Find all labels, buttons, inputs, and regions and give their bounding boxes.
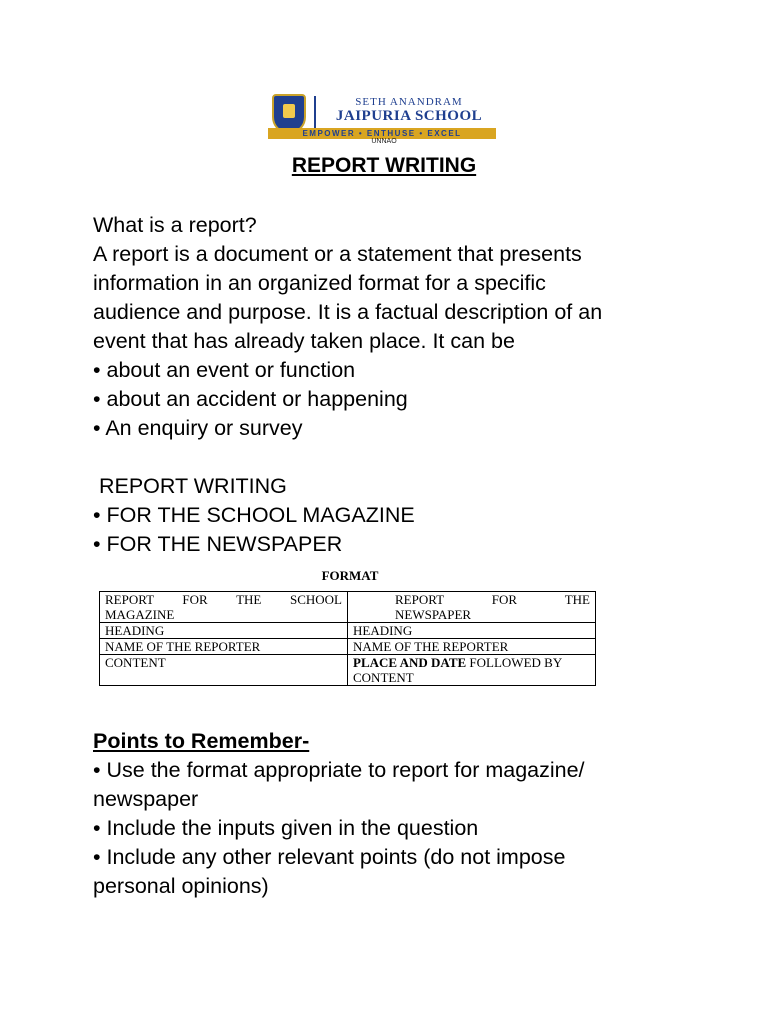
- types-heading: REPORT WRITING: [93, 474, 287, 498]
- table-row: [100, 592, 596, 623]
- school-motto: EMPOWER • ENTHUSE • EXCEL: [268, 128, 496, 139]
- points-line: newspaper: [93, 787, 199, 811]
- intro-line: audience and purpose. It is a factual description of an: [93, 300, 603, 324]
- intro-bullet: • about an accident or happening: [93, 387, 408, 411]
- magazine-header-line2: MAGAZINE: [105, 607, 175, 622]
- points-line: • Use the format appropriate to report for magazine/: [93, 758, 585, 782]
- school-name-line1: SETH ANANDRAM: [355, 96, 463, 108]
- school-name-line2: JAIPURIA SCHOOL: [335, 108, 483, 124]
- table-row: [100, 655, 596, 686]
- table-cell: [348, 655, 596, 686]
- page-title: REPORT WRITING: [291, 154, 477, 177]
- newspaper-header-line1: REPORT FOR THE: [395, 592, 590, 607]
- points-line: personal opinions): [93, 874, 269, 898]
- table-cell: HEADING: [100, 623, 348, 639]
- table-row: [100, 639, 596, 655]
- magazine-header-line1: REPORT FOR THE SCHOOL: [105, 592, 342, 607]
- table-cell: NAME OF THE REPORTER: [100, 639, 348, 655]
- points-line: • Include any other relevant points (do not impose: [93, 845, 566, 869]
- intro-line: A report is a document or a statement that presents: [93, 242, 582, 266]
- table-cell: HEADING: [348, 623, 596, 639]
- intro-line: information in an organized format for a specific: [93, 271, 546, 295]
- intro-question: What is a report?: [93, 213, 257, 237]
- table-row: [100, 623, 596, 639]
- place-date-label: PLACE AND DATE: [353, 655, 467, 670]
- newspaper-header-cell: [348, 592, 596, 623]
- intro-bullet: • An enquiry or survey: [93, 416, 303, 440]
- points-line: • Include the inputs given in the question: [93, 816, 479, 840]
- format-title: FORMAT: [321, 568, 379, 583]
- newspaper-header-line2: NEWSPAPER: [395, 607, 472, 622]
- magazine-header-cell: [100, 592, 348, 623]
- content-label: CONTENT: [353, 670, 414, 685]
- intro-bullet: • about an event or function: [93, 358, 356, 382]
- school-city: UNNAO: [371, 138, 397, 145]
- points-section: [93, 727, 663, 901]
- table-cell: CONTENT: [100, 655, 348, 686]
- intro-line: event that has already taken place. It can be: [93, 329, 515, 353]
- types-bullet: • FOR THE NEWSPAPER: [93, 532, 343, 556]
- school-logo: [264, 90, 500, 146]
- logo-divider: [314, 96, 316, 128]
- table-cell: NAME OF THE REPORTER: [348, 639, 596, 655]
- types-bullet: • FOR THE SCHOOL MAGAZINE: [93, 503, 415, 527]
- format-table: [99, 591, 596, 686]
- intro-section: [93, 211, 663, 559]
- followed-by-text: FOLLOWED BY: [466, 655, 563, 670]
- points-heading: Points to Remember-: [93, 729, 310, 753]
